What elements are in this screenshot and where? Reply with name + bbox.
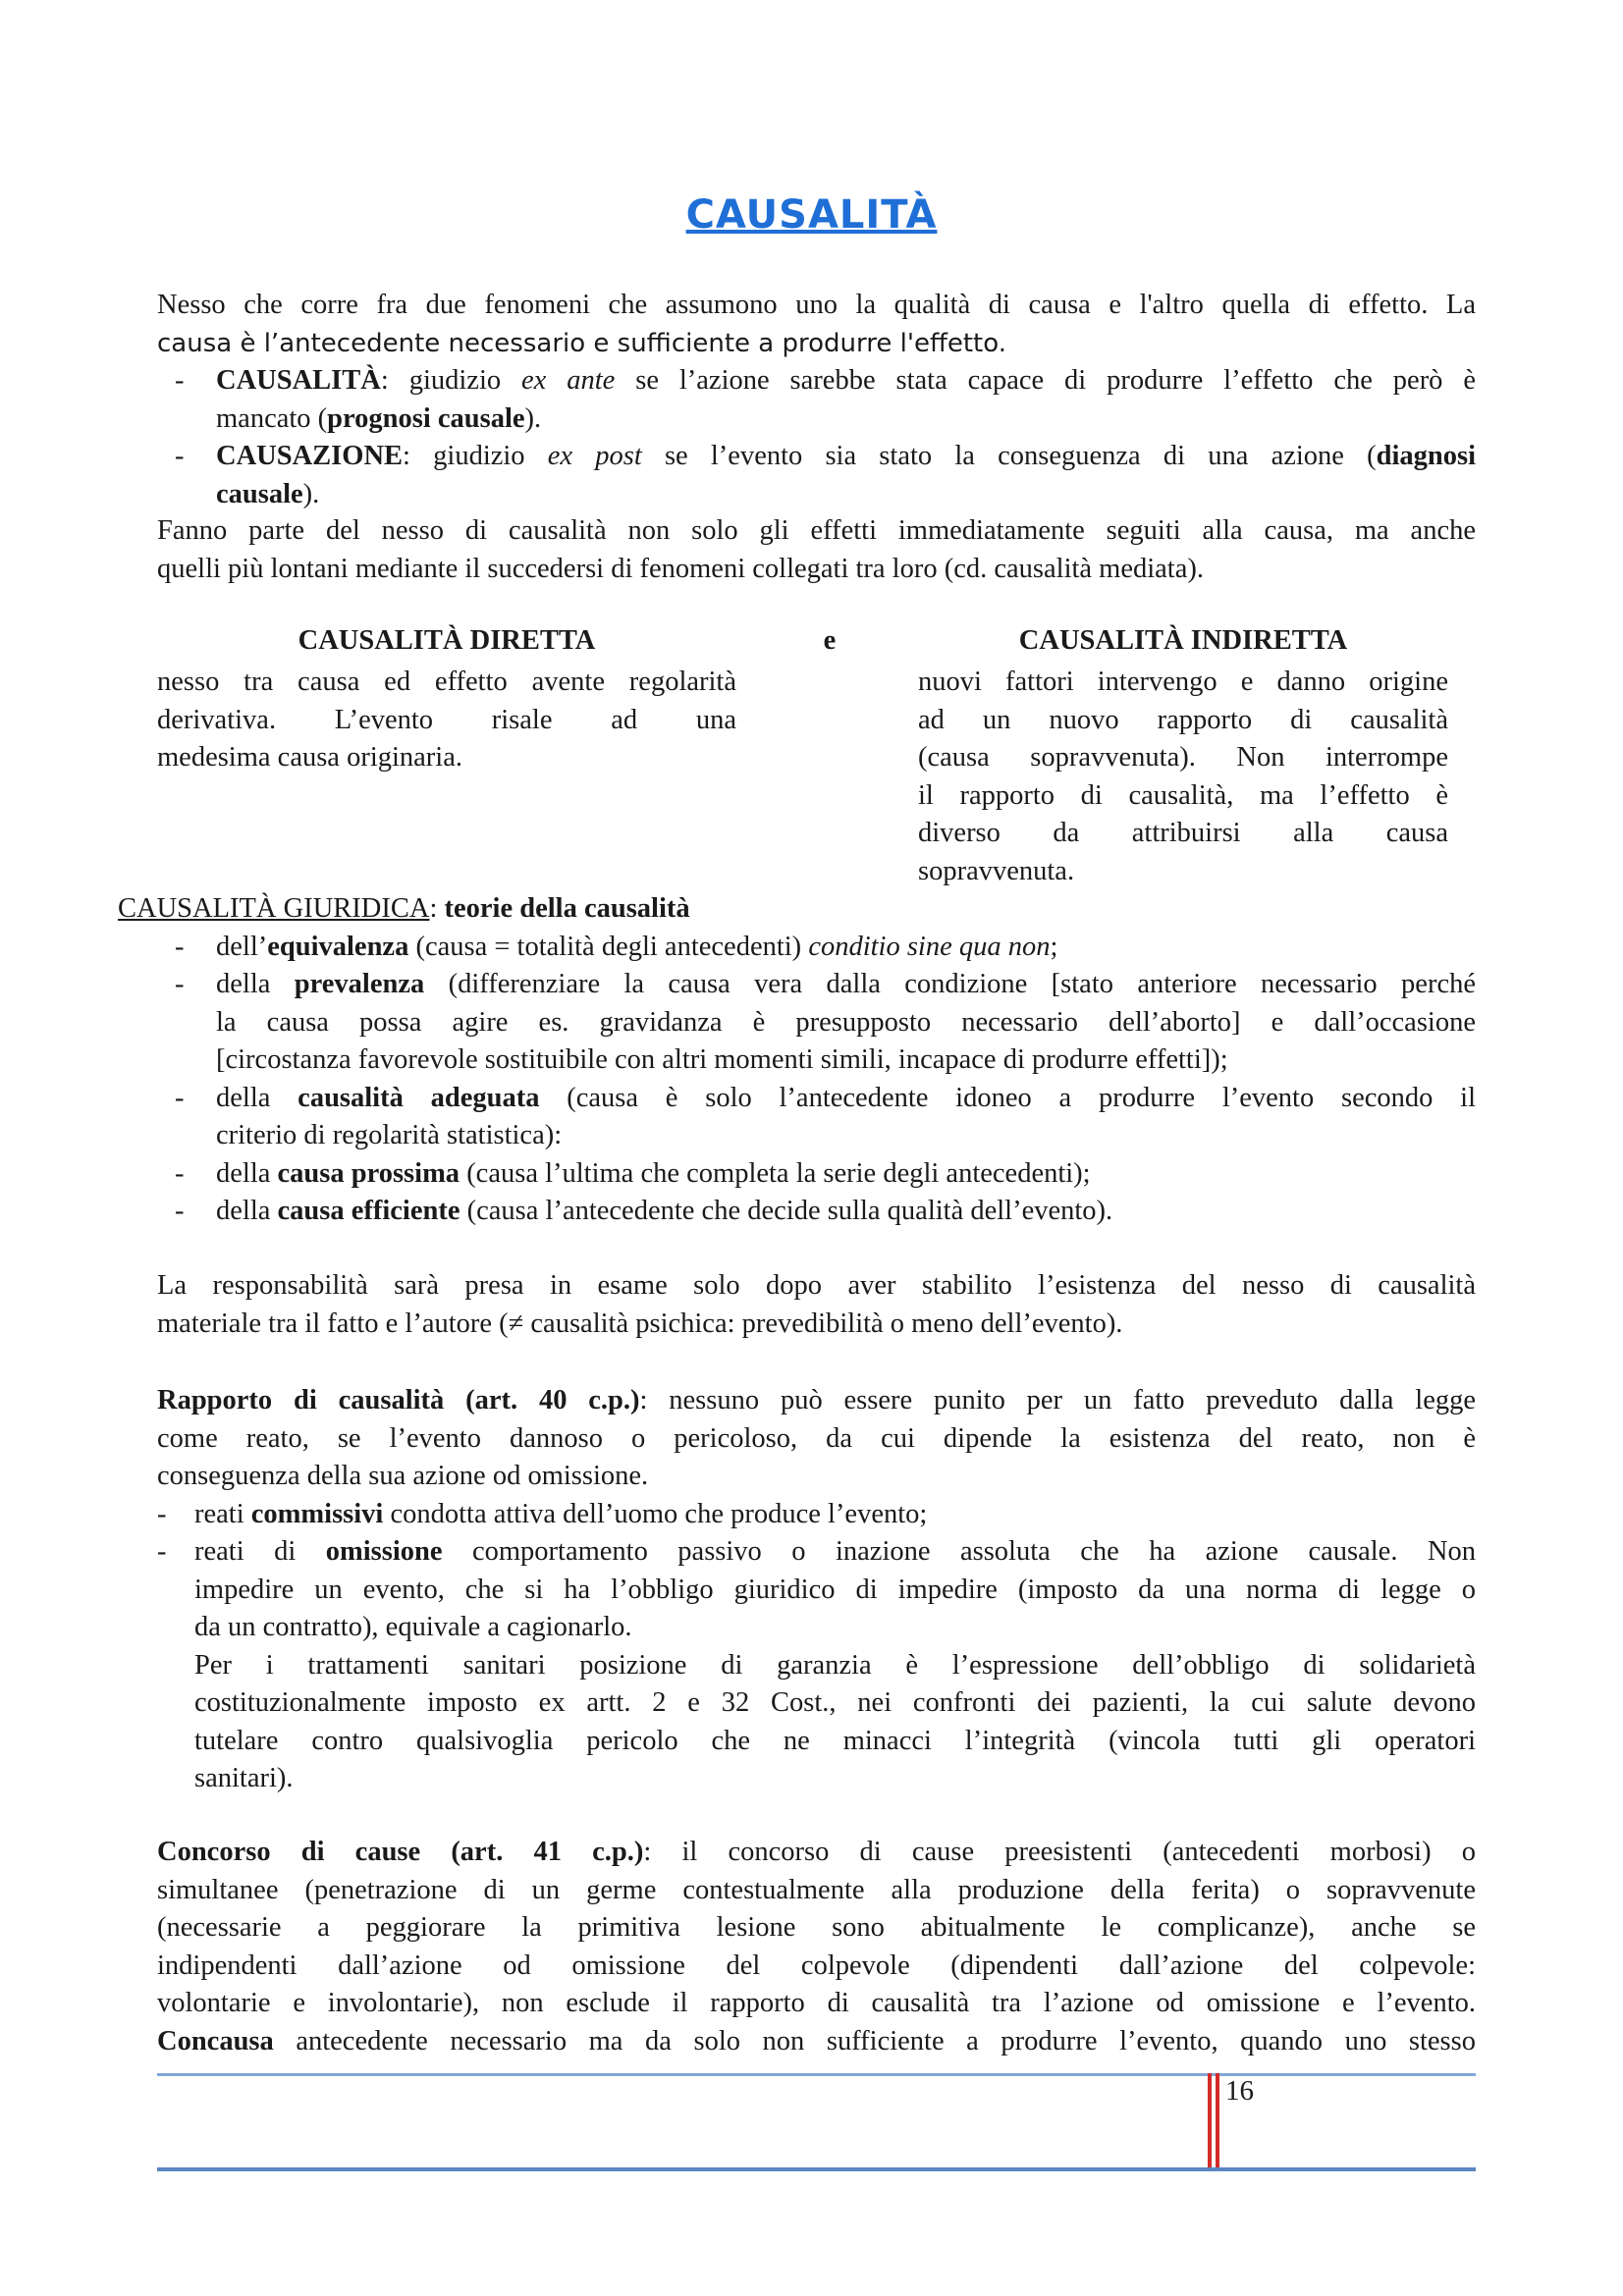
concausa-term: Concausa bbox=[157, 2025, 274, 2056]
bullet-dash: - bbox=[175, 1082, 185, 1113]
t2-l1: (differenziare la causa vera dalla condizione [stato anteriore necessario perché bbox=[424, 969, 1476, 999]
footer-red-bar-right bbox=[1216, 2073, 1219, 2171]
adeguata-line-2: criterio di regolarità statistica): bbox=[216, 1120, 563, 1150]
art40-l1: : nessuno può essere punito per un fatto preveduto dalla legge bbox=[639, 1385, 1477, 1415]
causalita-text-2: mancato ( bbox=[216, 402, 328, 434]
art41-title: Concorso di cause (art. 41 c.p.) bbox=[157, 1837, 644, 1867]
mediata-paragraph bbox=[157, 512, 1476, 588]
art40-line-1 bbox=[157, 1382, 1476, 1420]
mediata-line-1: Fanno parte del nesso di causalità non solo gli effetti immediatamente seguiti alla causa, ma anche bbox=[157, 515, 1476, 546]
t3-bold: causalità adeguata bbox=[298, 1082, 540, 1113]
t1-pre: dell’ bbox=[216, 931, 268, 962]
giuridica-section bbox=[118, 890, 1476, 1231]
footer-top-rule bbox=[157, 2073, 1476, 2076]
theory-prevalenza bbox=[118, 966, 1476, 1080]
responsabilita-paragraph bbox=[157, 1267, 1476, 1343]
intro-line-2-text: causa è l’antecedente necessario e sufficiente a produrre l'effetto. bbox=[157, 328, 1006, 358]
indiretta-line-3: (causa sopravvenuta). Non interrompe bbox=[918, 742, 1448, 773]
o-pre: reati di bbox=[194, 1536, 326, 1567]
indiretta-line-5: diverso da attribuirsi alla causa bbox=[918, 818, 1448, 848]
t1-rest: (causa = totalità degli antecedenti) bbox=[408, 931, 809, 962]
bullet-dash: - bbox=[175, 969, 185, 999]
diagnosi-term: diagnosi bbox=[1376, 441, 1477, 471]
indiretta-text bbox=[918, 664, 1448, 890]
indiretta-line-6: sopravvenuta. bbox=[918, 855, 1075, 886]
commissivi-line bbox=[194, 1496, 1476, 1534]
t1-italic: conditio sine qua non bbox=[808, 931, 1051, 962]
concausa-rest: antecedente necessario ma da solo non sufficiente a produrre l’evento, quando uno stesso bbox=[273, 2025, 1476, 2056]
causalita-line-2 bbox=[216, 400, 1476, 439]
garanzia-line-1: Per i trattamenti sanitari posizione di garanzia è l’espressione dell’obbligo di solidarietà bbox=[194, 1649, 1476, 1681]
t3-pre: della bbox=[216, 1082, 298, 1113]
responsabilita-line-1: La responsabilità sarà presa in esame solo dopo aver stabilito l’esistenza del nesso di causalità bbox=[157, 1270, 1476, 1301]
bullet-dash: - bbox=[157, 1498, 167, 1529]
causazione-italic: ex post bbox=[547, 441, 642, 471]
causazione-text: se l’evento sia stato la conseguenza di una azione ( bbox=[641, 441, 1377, 471]
t1-end: ; bbox=[1050, 931, 1058, 962]
footer-red-bar-left bbox=[1208, 2073, 1212, 2171]
diretta-line-1: nesso tra causa ed effetto avente regolarità bbox=[157, 667, 736, 697]
art41-line-1 bbox=[157, 1834, 1476, 1872]
reati-omissione bbox=[157, 1533, 1476, 1798]
causale-term: causale bbox=[216, 478, 303, 509]
omissione-line-2: impedire un evento, che si ha l’obbligo giuridico di impedire (imposto da una norma di legge o bbox=[194, 1574, 1476, 1605]
intro-line-2 bbox=[157, 325, 1476, 363]
causalita-term: CAUSALITÀ bbox=[216, 365, 381, 396]
art40-title: Rapporto di causalità (art. 40 c.p.) bbox=[157, 1385, 640, 1415]
adeguata-line-1 bbox=[216, 1080, 1476, 1118]
prevalenza-line-2: la causa possa agire es. gravidanza è presupposto necessario dell’aborto] e dall’occasione bbox=[216, 1006, 1476, 1038]
causalita-pre: : giudizio bbox=[380, 365, 522, 396]
causalita-text: se l’azione sarebbe stata capace di produrre l’effetto che però è bbox=[615, 365, 1476, 396]
prevalenza-line-3: [circostanza favorevole sostituibile con altri momenti simili, incapace di produrre effetti]); bbox=[216, 1044, 1228, 1075]
bullet-dash: - bbox=[175, 365, 185, 396]
t4-rest: (causa l’ultima che completa la serie degli antecedenti); bbox=[460, 1157, 1091, 1189]
theory-adeguata bbox=[118, 1080, 1476, 1155]
causazione-line-1 bbox=[216, 438, 1476, 476]
o-l1: comportamento passivo o inazione assoluta che ha azione causale. Non bbox=[442, 1536, 1476, 1567]
diretta-line-3: medesima causa originaria. bbox=[157, 742, 462, 773]
art41-line-5: volontarie e involontarie), non esclude il rapporto di causalità tra l’azione od omissione e l’evento. bbox=[157, 1988, 1476, 2018]
diretta-text bbox=[157, 664, 736, 777]
bullet-dash: - bbox=[175, 931, 185, 962]
bullet-dash: - bbox=[157, 1536, 167, 1567]
c-rest: condotta attiva dell’uomo che produce l’evento; bbox=[383, 1498, 928, 1529]
c-pre: reati bbox=[194, 1498, 251, 1529]
bullet-dash: - bbox=[175, 1196, 185, 1226]
causalita-line-1 bbox=[216, 362, 1476, 400]
giuridica-head: CAUSALITÀ GIURIDICA bbox=[118, 893, 430, 924]
art40-section bbox=[157, 1382, 1476, 1798]
concausa-line bbox=[157, 2023, 1476, 2061]
art41-line-2: simultanee (penetrazione di un germe contestualmente alla produzione della ferita) o sopravvenute bbox=[157, 1874, 1476, 1905]
connector-e: e bbox=[823, 625, 837, 656]
definition-causazione bbox=[157, 438, 1476, 513]
causazione-end: ). bbox=[302, 478, 320, 509]
theory-prossima bbox=[118, 1155, 1476, 1194]
bullet-dash: - bbox=[175, 1157, 185, 1189]
t4-pre: della bbox=[216, 1157, 278, 1189]
garanzia-line-2: costituzionalmente imposto ex artt. 2 e 32 Cost., nei confronti dei pazienti, la cui salute devono bbox=[194, 1687, 1476, 1718]
causazione-pre: : giudizio bbox=[403, 441, 548, 471]
giuridica-heading bbox=[118, 890, 1476, 929]
art41-line-3: (necessarie a peggiorare la primitiva lesione sono abitualmente le complicanze), anche se bbox=[157, 1912, 1476, 1943]
causalita-end: ). bbox=[524, 402, 542, 434]
theory-equivalenza bbox=[118, 929, 1476, 967]
indiretta-line-2: ad un nuovo rapporto di causalità bbox=[918, 704, 1448, 735]
prevalenza-line-1 bbox=[216, 966, 1476, 1004]
prognosi-causale: prognosi causale bbox=[327, 402, 525, 434]
t1-bold: equivalenza bbox=[267, 931, 409, 962]
garanzia-line-4: sanitari). bbox=[194, 1763, 294, 1793]
causazione-line-2 bbox=[216, 476, 1476, 514]
intro-line-1: Nesso che corre fra due fenomeni che assumono uno la qualità di causa e l'altro quella di effetto. La bbox=[157, 290, 1476, 320]
t3-l1: (causa è solo l’antecedente idoneo a produrre l’evento secondo il bbox=[539, 1082, 1477, 1113]
t4-bold: causa prossima bbox=[277, 1157, 460, 1189]
causazione-term: CAUSAZIONE bbox=[216, 441, 404, 471]
page-number: 16 bbox=[1225, 2075, 1254, 2107]
indiretta-line-1: nuovi fattori intervengo e danno origine bbox=[918, 667, 1448, 697]
intro-paragraph bbox=[157, 287, 1476, 362]
omissione-line-1 bbox=[194, 1533, 1476, 1572]
page-title: CAUSALITÀ bbox=[685, 192, 938, 238]
t2-pre: della bbox=[216, 969, 295, 999]
art40-line-3: conseguenza della sua azione od omissione. bbox=[157, 1461, 649, 1491]
indiretta-line-4: il rapporto di causalità, ma l’effetto è bbox=[918, 779, 1448, 811]
art41-section bbox=[157, 1834, 1476, 2060]
definition-causalita bbox=[157, 362, 1476, 438]
t2-bold: prevalenza bbox=[294, 969, 425, 999]
theory-efficiente bbox=[118, 1193, 1476, 1231]
t5-pre: della bbox=[216, 1196, 278, 1226]
definition-list bbox=[157, 362, 1476, 513]
responsabilita-line-2: materiale tra il fatto e l’autore (≠ causalità psichica: prevedibilità o meno dell’evento). bbox=[157, 1308, 1123, 1339]
omissione-line-3: da un contratto), equivale a cagionarlo. bbox=[194, 1612, 632, 1642]
garanzia-line-3: tutelare contro qualsivoglia pericolo che ne minacci l’integrità (vincola tutti gli operatori bbox=[194, 1725, 1476, 1756]
diretta-heading: CAUSALITÀ DIRETTA bbox=[298, 625, 596, 656]
diretta-line-2: derivativa. L’evento risale ad una bbox=[157, 704, 736, 735]
art41-line-4: indipendenti dall’azione od omissione del colpevole (dipendenti dall’azione del colpevole: bbox=[157, 1949, 1476, 1981]
giuridica-colon: : bbox=[429, 893, 445, 924]
c-bold: commissivi bbox=[250, 1498, 384, 1529]
bullet-dash: - bbox=[175, 441, 185, 471]
footer-bottom-rule bbox=[157, 2167, 1476, 2171]
causalita-italic: ex ante bbox=[521, 365, 616, 396]
giuridica-subhead: teorie della causalità bbox=[444, 893, 690, 924]
prossima-line bbox=[216, 1155, 1476, 1194]
t5-rest: (causa l’antecedente che decide sulla qualità dell’evento). bbox=[460, 1196, 1113, 1226]
o-bold: omissione bbox=[325, 1536, 443, 1567]
mediata-line-2: quelli più lontani mediante il succedersi di fenomeni collegati tra loro (cd. causalità mediata). bbox=[157, 553, 1204, 584]
art40-line-2: come reato, se l’evento dannoso o pericoloso, da cui dipende la esistenza del reato, non è bbox=[157, 1422, 1476, 1454]
art41-l1: : il concorso di cause preesistenti (antecedenti morbosi) o bbox=[643, 1837, 1476, 1867]
t5-bold: causa efficiente bbox=[277, 1196, 460, 1226]
efficiente-line bbox=[216, 1193, 1476, 1231]
indiretta-heading: CAUSALITÀ INDIRETTA bbox=[1018, 625, 1348, 656]
reati-commissivi bbox=[157, 1496, 1476, 1534]
equivalenza-line bbox=[216, 929, 1476, 967]
